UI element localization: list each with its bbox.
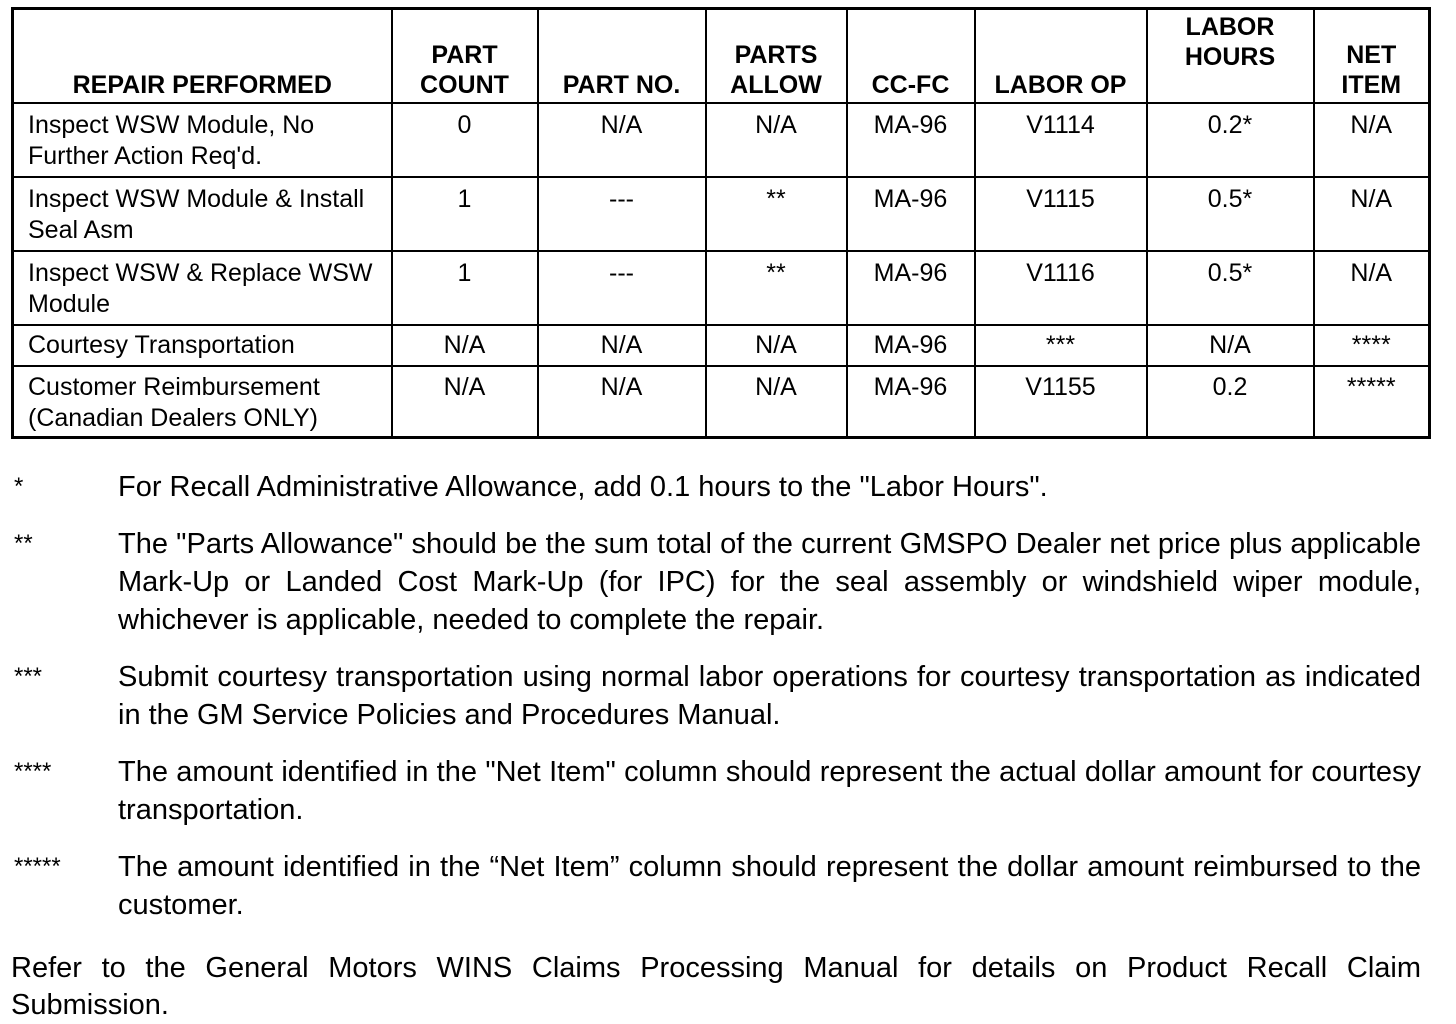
- cell-cc-fc: MA-96: [847, 366, 975, 438]
- cell-parts-allow: **: [706, 251, 847, 325]
- cell-labor-hours: 0.5*: [1147, 177, 1314, 251]
- footnote-text: The amount identified in the "Net Item" column should represent the actual dollar amount for courtesy transportation.: [118, 756, 1421, 826]
- header-labor-op: LABOR OP: [975, 9, 1147, 104]
- footnote-mark: *****: [14, 853, 61, 880]
- table-row: [13, 366, 1430, 438]
- cell-labor-hours: 0.5*: [1147, 251, 1314, 325]
- footnote-3: [11, 658, 1421, 734]
- header-part-count: PART COUNT: [392, 9, 538, 104]
- cell-labor-hours: N/A: [1147, 325, 1314, 366]
- cell-repair: Inspect WSW Module, No Further Action Req'd.: [13, 103, 392, 177]
- cell-net-item: N/A: [1314, 251, 1430, 325]
- cell-part-count: 1: [392, 251, 538, 325]
- header-cc-fc: CC-FC: [847, 9, 975, 104]
- cell-parts-allow: N/A: [706, 103, 847, 177]
- cell-repair: Inspect WSW Module & Install Seal Asm: [13, 177, 392, 251]
- labor-operation-table: [11, 7, 1431, 439]
- cell-part-count: N/A: [392, 366, 538, 438]
- table-row: [13, 251, 1430, 325]
- cell-labor-op: V1155: [975, 366, 1147, 438]
- footnote-text: For Recall Administrative Allowance, add 0.1 hours to the "Labor Hours".: [118, 471, 1048, 503]
- cell-repair: Inspect WSW & Replace WSW Module: [13, 251, 392, 325]
- cell-parts-allow: N/A: [706, 325, 847, 366]
- table-row: [13, 177, 1430, 251]
- cell-labor-hours: 0.2*: [1147, 103, 1314, 177]
- cell-parts-allow: N/A: [706, 366, 847, 438]
- footnote-mark: **: [14, 530, 33, 557]
- cell-net-item: ****: [1314, 325, 1430, 366]
- header-labor-hours: LABOR HOURS: [1147, 9, 1314, 104]
- footnote-1: [11, 468, 1421, 506]
- table-header-row: [13, 9, 1430, 104]
- cell-labor-op: V1115: [975, 177, 1147, 251]
- cell-cc-fc: MA-96: [847, 325, 975, 366]
- cell-labor-op: ***: [975, 325, 1147, 366]
- footnote-text: Submit courtesy transportation using normal labor operations for courtesy transportation as indicated in the GM Service Policies and Procedures Manual.: [118, 661, 1421, 731]
- cell-part-no: N/A: [538, 366, 706, 438]
- cell-net-item: *****: [1314, 366, 1430, 438]
- footnote-text: The amount identified in the “Net Item” column should represent the dollar amount reimbursed to the customer.: [118, 851, 1421, 921]
- cell-cc-fc: MA-96: [847, 177, 975, 251]
- header-parts-allow: PARTS ALLOW: [706, 9, 847, 104]
- footnote-5: [11, 848, 1421, 924]
- footnotes: [11, 468, 1421, 943]
- cell-labor-op: V1114: [975, 103, 1147, 177]
- cell-net-item: N/A: [1314, 177, 1430, 251]
- cell-parts-allow: **: [706, 177, 847, 251]
- cell-part-no: ---: [538, 251, 706, 325]
- cell-repair: Courtesy Transportation: [13, 325, 392, 366]
- table-row: [13, 103, 1430, 177]
- footnote-text: The "Parts Allowance" should be the sum total of the current GMSPO Dealer net price plus applicable Mark-Up or Landed Cost Mark-Up (for IPC) for the seal assembly or windshield wiper module, whichever is applicable, needed to complete the repair.: [118, 528, 1421, 636]
- footnote-mark: ****: [14, 758, 52, 785]
- footnote-4: [11, 753, 1421, 829]
- header-part-no: PART NO.: [538, 9, 706, 104]
- cell-part-count: N/A: [392, 325, 538, 366]
- footnote-mark: ***: [14, 663, 43, 690]
- cell-repair: Customer Reimbursement (Canadian Dealers ONLY): [13, 366, 392, 438]
- cell-cc-fc: MA-96: [847, 251, 975, 325]
- header-repair-performed: REPAIR PERFORMED: [13, 9, 392, 104]
- cell-part-no: N/A: [538, 103, 706, 177]
- refer-paragraph: Refer to the General Motors WINS Claims Processing Manual for details on Product Recall Claim Submission.: [11, 952, 1421, 1021]
- cell-net-item: N/A: [1314, 103, 1430, 177]
- cell-cc-fc: MA-96: [847, 103, 975, 177]
- cell-part-count: 1: [392, 177, 538, 251]
- footnote-2: [11, 525, 1421, 639]
- footnote-mark: *: [14, 473, 24, 500]
- cell-part-no: ---: [538, 177, 706, 251]
- cell-labor-op: V1116: [975, 251, 1147, 325]
- header-net-item: NET ITEM: [1314, 9, 1430, 104]
- cell-part-count: 0: [392, 103, 538, 177]
- cell-labor-hours: 0.2: [1147, 366, 1314, 438]
- table-row: [13, 325, 1430, 366]
- cell-part-no: N/A: [538, 325, 706, 366]
